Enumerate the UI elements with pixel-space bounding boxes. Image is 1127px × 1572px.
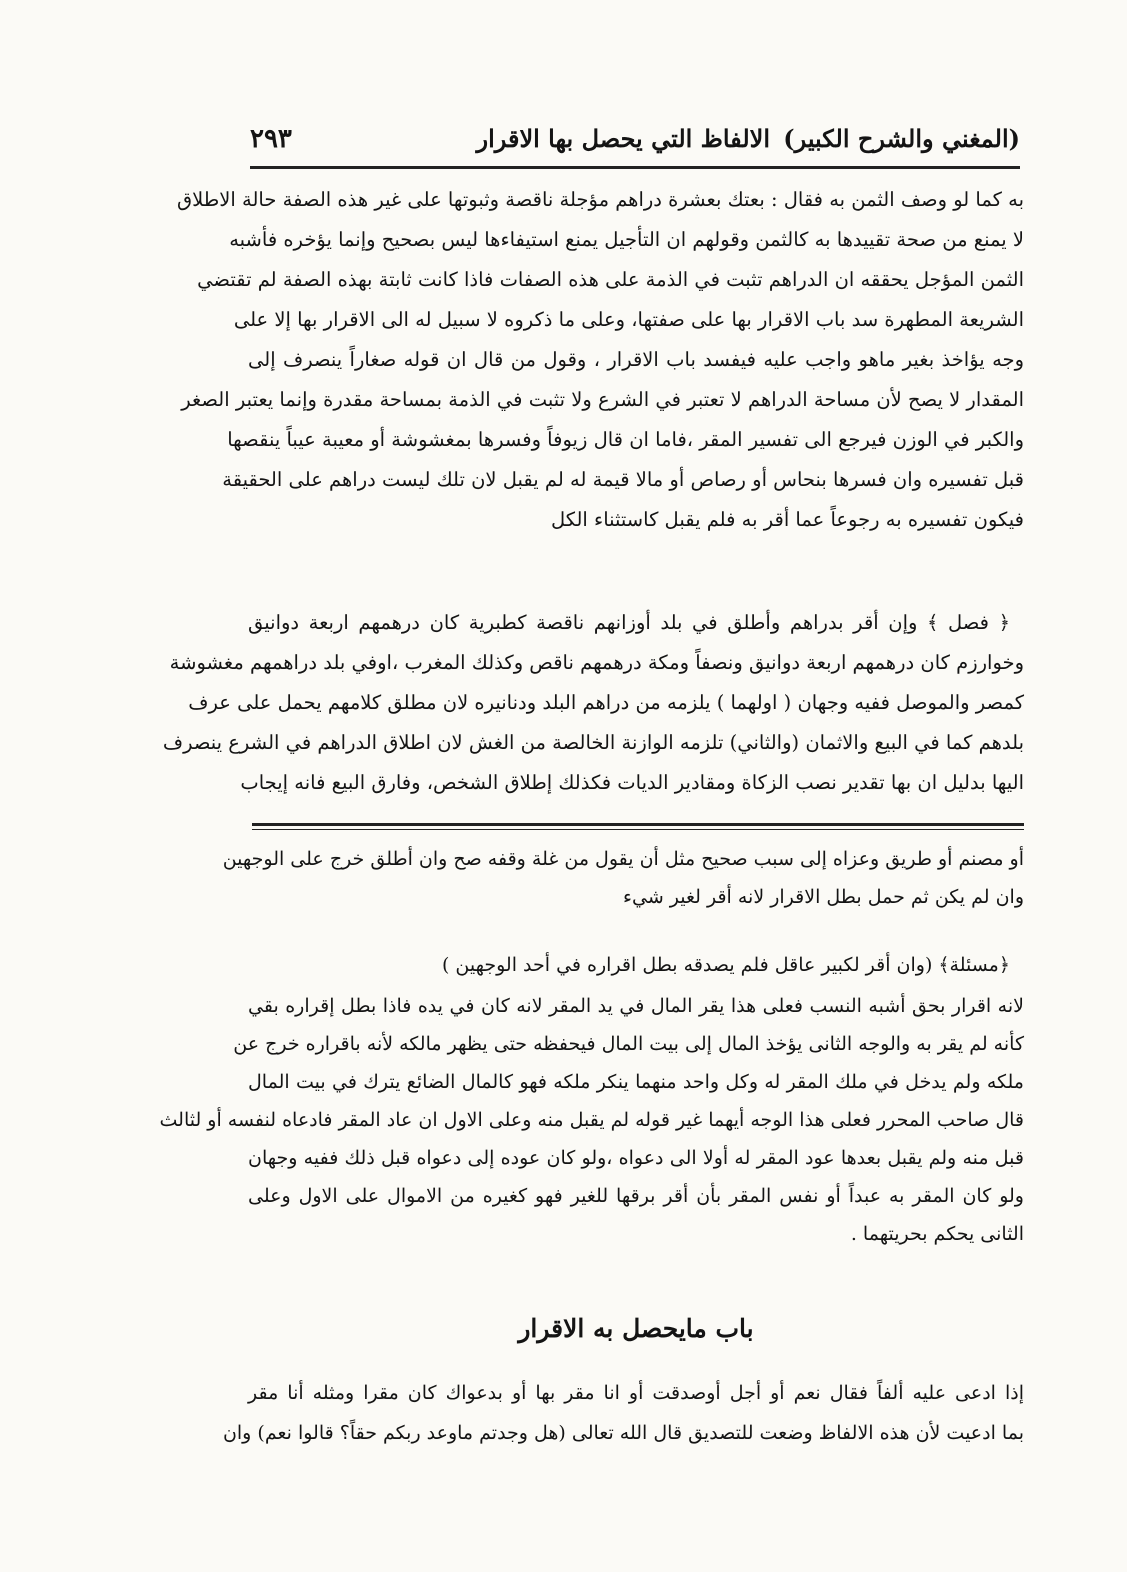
text-line: بلدهم كما في البيع والاثمان (والثاني) تلزمه الوازنة الخالصة من الغش لان اطلاق الدراهم في الشرع ينصرف [162, 731, 1024, 754]
section-divider-thin [252, 829, 1024, 830]
text-line: لا يمنع من صحة تقييدها به كالثمن وقولهم ان التأجيل يمنع استيفاءها ليس بصحيح وإنما يؤخره فأشبه [229, 228, 1024, 251]
text-line: كمصر والموصل ففيه وجهان ( اولهما ) يلزمه من دراهم البلد ودنانيره لان مطلق كلامهم يحمل على عرف [188, 691, 1024, 714]
text-line: الثانى يحكم بحريتهما . [850, 1223, 1024, 1245]
lower-paragraph [222, 840, 1024, 916]
section-title: الالفاظ التي يحصل بها الاقرار [476, 124, 770, 153]
text-line: فيكون تفسيره به رجوعاً عما أقر به فلم يقبل كاستثناء الكل [550, 508, 1024, 531]
text-line: الثمن المؤجل يحققه ان الدراهم تثبت في الذمة على هذه الصفات فاذا كانت ثابتة بهذه الصفة لم تقتضي [197, 268, 1024, 291]
top-paragraph [177, 180, 1024, 540]
text-line: إذا ادعى عليه ألفاً فقال نعم أو أجل أوصدقت أو انا مقر بها أو بدعواك كان مقرا ومثله أنا مقر [248, 1382, 1024, 1404]
text-line: الشريعة المطهرة سد باب الاقرار بها على صفتها، وعلى ما ذكروه لا سبيل له الى الاقرار بها إلا على [233, 308, 1024, 331]
heading-line: ﴿مسئلة﴾ (وان أقر لكبير عاقل فلم يصدقه بطل اقراره في أحد الوجهين ) [441, 954, 1010, 976]
masala-body [159, 987, 1024, 1253]
text-line: ﴿ فصل ﴾ وإن أقر بدراهم وأطلق في بلد أوزانهم ناقصة كطبرية كان درهمهم اربعة دوانيق [248, 611, 1010, 634]
text-line: قال صاحب المحرر فعلى هذا الوجه أيهما غير قوله لم يقبل منه وعلى الاول ان عاد المقر فادعاه لنفسه أو لثالث [159, 1109, 1024, 1131]
book-title: (المغني والشرح الكبير) [783, 124, 1020, 153]
text-line: وان لم يكن ثم حمل بطل الاقرار لانه أقر لغير شيء [623, 886, 1024, 908]
final-paragraph [222, 1373, 1024, 1453]
text-line: اليها بدليل ان بها تقدير نصب الزكاة ومقادير الديات فكذلك إطلاق الشخص، وفارق البيع فانه إيجاب [240, 771, 1024, 794]
section-divider [252, 823, 1024, 826]
text-line: أو مصنم أو طريق وعزاه إلى سبب صحيح مثل أن يقول من غلة وقفه صح وان أطلق خرج على الوجهين [222, 848, 1024, 870]
text-line: لانه اقرار بحق أشبه النسب فعلى هذا يقر المال في يد المقر لانه كان في يده فاذا بطل إقراره بقي [248, 995, 1024, 1017]
text-line: كأنه لم يقر به والوجه الثانى يؤخذ المال إلى بيت المال فيحفظه حتى يظهر مالكه لأنه باقراره خرج عن [233, 1033, 1024, 1055]
text-line: وجه يؤاخذ بغير ماهو واجب عليه فيفسد باب الاقرار ، وقول من قال ان قوله صغاراً ينصرف إلى [248, 348, 1024, 371]
text-line: ولو كان المقر به عبداً أو نفس المقر بأن أقر برقها للغير فهو كغيره من الاموال على الاول وعلى [248, 1185, 1024, 1207]
text-line: قبل تفسيره وان فسرها بنحاس أو رصاص أو مالا قيمة له لم يقبل لان تلك ليست دراهم على الحقيقة [222, 468, 1024, 491]
header-rule [250, 166, 1020, 169]
text-line: بما ادعيت لأن هذه الالفاظ وضعت للتصديق قال الله تعالى (هل وجدتم ماوعد ربكم حقاً؟ قالوا نعم) وان [222, 1422, 1024, 1444]
chapter-title: باب مايحصل به الاقرار [518, 1314, 754, 1343]
page-header [250, 120, 1020, 160]
text-line: ملكه ولم يدخل في ملك المقر له وكل واحد منهما ينكر ملكه فهو كالمال الضائع يترك في بيت المال [248, 1071, 1024, 1093]
page-number: ٢٩٣ [250, 124, 292, 154]
text-line: وخوارزم كان درهمهم اربعة دوانيق ونصفاً ومكة درهمهم ناقص وكذلك المغرب ،اوفي بلد دراهمهم مغشوشة [169, 651, 1024, 674]
text-line: قبل منه ولم يقبل بعدها عود المقر له أولا الى دعواه ،ولو كان عوده إلى دعواه قبل ذلك ففيه وجهان [248, 1147, 1024, 1169]
text-line: والكبر في الوزن فيرجع الى تفسير المقر ،فاما ان قال زيوفاً وفسرها بمغشوشة أو معيبة عيباً ينقصها [227, 428, 1024, 451]
text-line: به كما لو وصف الثمن به فقال : بعتك بعشرة دراهم مؤجلة ناقصة وثبوتها على غير هذه الصفة حالة الاطلاق [177, 188, 1024, 211]
masala-heading [248, 946, 1024, 984]
fasl-paragraph [162, 603, 1024, 803]
text-line: المقدار لا يصح لأن مساحة الدراهم لا تعتبر في الشرع ولا تثبت في الذمة بمساحة مقدرة وإنما يعتبر الصغر [181, 388, 1024, 411]
